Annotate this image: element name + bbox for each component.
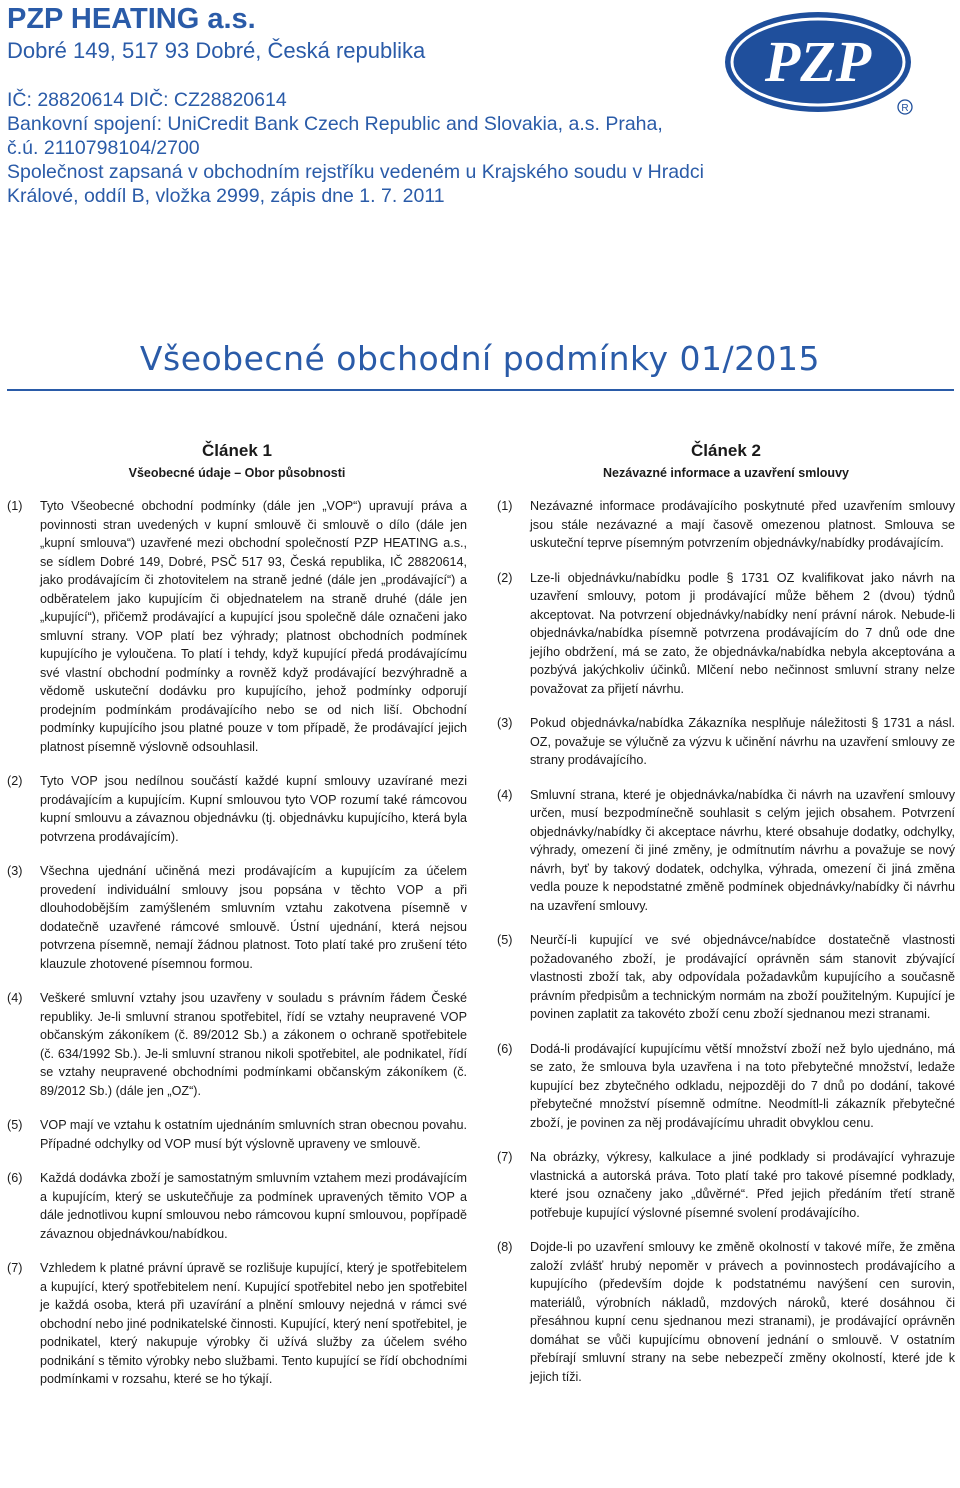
paragraph-number: (3) [497,716,513,730]
article-2-paragraph-6 [497,1040,955,1133]
article-1-subtitle: Všeobecné údaje – Obor působnosti [128,466,346,480]
article-2-paragraph-5 [497,931,955,1024]
paragraph-text: Nezávazné informace prodávajícího poskytnuté před uzavřením smlouvy jsou stále nezávazné a mají časově omezenou platnost. Smlouva se uskuteční teprve písemným potvrzením objednávky/nabídky prodávajícím. [530,499,955,550]
paragraph-number: (6) [7,1171,23,1185]
paragraph-number: (5) [497,933,513,947]
article-1-paragraph-6 [7,1169,467,1243]
paragraph-text: Tyto VOP jsou nedílnou součástí každé kupní smlouvy uzavírané mezi prodávajícím a kupujícím. Kupní smlouvou tyto VOP rozumí také rámcovou kupní smlouvu a závaznou objednávku (tj. objednávku kupujícího, která byla potvrzena prodávajícím). [40,774,467,844]
company-register-line: Společnost zapsaná v obchodním rejstříku vedeném u Krajského soudu v Hradci [7,161,704,183]
article-2-paragraph-3 [497,714,955,770]
company-account-line: č.ú. 2110798104/2700 [7,137,200,159]
paragraph-number: (7) [497,1150,513,1164]
company-name: PZP HEATING a.s. [7,3,256,35]
paragraph-number: (2) [497,570,513,585]
article-2-paragraph-1 [497,497,955,553]
article-1-title: Článek 1 [202,441,272,460]
paragraph-text: Smluvní strana, které je objednávka/nabídka či návrh na uzavření smlouvy určen, musí bezpodmínečně souhlasit s celým jejich obsahem. Potvrzení objednávky/nabídky či akceptace návrhu, které obsahuje dodatky, odchylky, výhrady, omezení či jiné změny, je odmítnutím návrhu a považuje se nový návrh, byť by takový dodatek, odchylka, výhrada, omezení či jiná změna vedla pouze k nepodstatné změně podmínek objednávky/nabídky či návrhu na uzavření smlouvy. [530,787,955,913]
company-register-line-2: Králové, oddíl B, vložka 2999, zápis dne 1. 7. 2011 [7,185,445,207]
paragraph-number: (1) [497,499,513,513]
article-2-paragraph-2 [497,569,955,699]
document-title: Všeobecné obchodní podmínky 01/2015 [139,339,821,378]
paragraph-text: Veškeré smluvní vztahy jsou uzavřeny v souladu s právním řádem České republiky. Je-li smluvní stranou spotřebitel, řídí se vztahy neupravené VOP občanským zákoníkem (č. 89/2012 Sb.) a zákonem o ochraně spotřebitele (č. 634/1992 Sb.). Je-li smluvní stranou nikoli spotřebitel, ale podnikatel, řídí se vztahy neupravené obchodními podmínkami občanským zákoníkem (č. 89/2012 Sb.) (dále jen „OZ“). [40,991,467,1098]
paragraph-text: Na obrázky, výkresy, kalkulace a jiné podklady si prodávající vyhrazuje vlastnická a autorská práva. Toto platí také pro takové písemné podklady, které jsou označeny jako „důvěrné“. Před jejich předáním třetí straně potřebuje kupující výslovné písemné svolení prodávajícího. [530,1150,955,1220]
paragraph-text: Tyto Všeobecné obchodní podmínky (dále jen „VOP“) upravují práva a povinnosti stran uvedených v kupní smlouvě či smlouvě o dílo (dále jen „kupní smlouva“) uzavřené mezi obchodní společností PZP HEATING a.s., se sídlem Dobré 149, Dobré, PSČ 517 93, Česká republika, IČ 28820614, jako prodávajícím či zhotovitelem na straně jedné (dále jen „prodávající“) a odběratelem jako kupujícím či objednatelem na straně druhé (dále jen „kupující“), přičemž prodávající a kupující jsou společně dále označeni jako smluvní strany. VOP platí bez výhrady; platnost obchodních podmínek kupujícího je vyloučena. To platí i tehdy, když kupující předá prodávajícímu své vlastní obchodní podmínky a rovněž když prodávající bezvýhradně a vědomě uskuteční dodávku pro kupujícího, jehož podmínky odporují prodejním podmínkám prodávajícího nebo se od nich liší. Obchodní podmínky kupujícího jsou platné pouze v tom případě, že prodávající jejich platnost písemně výslovně odsouhlasil. [40,499,467,754]
paragraph-number: (1) [7,499,23,513]
registered-mark: R [901,103,909,114]
paragraph-number: (2) [7,774,23,788]
article-2-header [497,440,955,481]
pzp-logo-icon [723,10,917,120]
paragraph-text: Dojde-li po uzavření smlouvy ke změně okolností v takové míře, že změna založí zvlášť hrubý nepoměr v právech a povinnostech prodávajícího a kupujícího (především dojde k podstatnému navýšení cen surovin, materiálů, výrobních nákladů, mzdových nároků, které dosáhnou či přesáhnou kupní cenu sjednanou mezi stranami), je prodávající oprávněn domáhat se vůči kupujícímu obnovení jednání o smlouvě. V ostatním přebírají smluvní strany na sebe nebezpečí změny okolností, které jde k jejich tíži. [530,1240,955,1384]
paragraph-number: (4) [497,787,513,802]
article-1-paragraph-7 [7,1259,467,1389]
article-1-paragraph-4 [7,989,467,1100]
paragraph-number: (3) [7,864,23,878]
paragraph-number: (6) [497,1041,513,1056]
company-bank-line: Bankovní spojení: UniCredit Bank Czech Republic and Slovakia, a.s. Praha, [7,113,663,135]
paragraph-text: Všechna ujednání učiněná mezi prodávajícím a kupujícím za účelem provedení individuální smlouvy jsou popsána v těchto VOP a při dlouhodobějším zamýšleném smluvním vztahu zakotvena písemně v dodatečně uzavřené rámcové smlouvě. Ústní ujednání, která nejsou potvrzena písemně, nemají žádnou platnost. Toto platí také pro zrušení této klauzule zhotovené písemnou formou. [40,864,467,971]
paragraph-number: (5) [7,1118,23,1132]
paragraph-number: (8) [497,1240,513,1254]
article-2-paragraph-4 [497,786,955,916]
article-2-title: Článek 2 [691,441,761,460]
company-header [7,4,707,208]
article-2-paragraph-8 [497,1238,955,1386]
article-1-paragraph-2 [7,772,467,846]
paragraph-text: Pokud objednávka/nabídka Zákazníka nesplňuje náležitosti § 1731 a násl. OZ, považuje se výlučně za výzvu k učinění návrhu na uzavření smlouvy ze strany prodávajícího. [530,716,955,767]
company-address: Dobré 149, 517 93 Dobré, Česká republika [7,38,426,63]
article-2-subtitle: Nezávazné informace a uzavření smlouvy [603,466,849,480]
paragraph-text: Lze-li objednávku/nabídku podle § 1731 OZ kvalifikovat jako návrh na uzavření smlouvy, potom ji prodávající může během 2 (dvou) týdnů akceptovat. Na potvrzení objednávky/nabídky není právní nárok. Nebude-li objednávka/nabídka písemně potvrzena prodávajícím do 7 dnů ode dne jejího obdržení, má se zato, že objednávka/nabídka nebyla akceptována a pozbývá jakýchkoliv účinků. Mlčení nebo nečinnost smluvní strany nelze považovat za přijetí návrhu. [530,570,955,696]
article-1-paragraph-1 [7,497,467,756]
article-1-paragraph-3 [7,862,467,973]
logo-text: PZP [764,29,872,94]
title-divider [7,389,954,391]
article-2-paragraph-7 [497,1148,955,1222]
company-id-line: IČ: 28820614 DIČ: CZ28820614 [7,89,287,111]
paragraph-text: VOP mají ve vztahu k ostatním ujednáním smluvních stran obecnou povahu. Případné odchylky od VOP musí být výslovně upraveny ve smlouvě. [40,1118,467,1151]
article-2 [497,440,955,1402]
paragraph-text: Neurčí-li kupující ve své objednávce/nabídce dostatečně vlastnosti požadovaného zboží, je prodávající oprávněn sám stanovit zbývající vlastnosti zboží tak, aby odpovídala požadavkům kupujícího a současně právním předpisům a technickým normám na zboží použitelným. Kupující je povinen zaplatit za takovéto zboží cenu zboží sjednanou mezi stranami. [530,933,955,1021]
article-1 [7,440,467,1405]
pzp-logo [723,10,917,120]
company-details [7,88,707,208]
paragraph-text: Dodá-li prodávající kupujícímu větší množství zboží než bylo ujednáno, má se zato, že smlouva byla uzavřena i na toto přebytečné množství, ledaže kupující bez zbytečného odkladu, nejpozději do 7 dnů po dodání, takové přebytečné množství písemně odmítne. Neodmítl-li zákazník přebytečné zboží, je povinen za něj prodávajícímu uhradit obvyklou cenu. [530,1041,955,1130]
paragraph-text: Vzhledem k platné právní úpravě se rozlišuje kupující, který je spotřebitelem a kupující, který spotřebitelem není. Kupující spotřebitel nebo jen spotřebitel je každá osoba, která při uzavírání a plnění smlouvy nejedná v rámci své obchodní nebo jiné podnikatelské činnosti. Kupující, který není spotřebitel, je podnikatel, který nakupuje výrobky či užívá služby za účelem svého podnikání s těmito výrobky nebo službami. Tento kupující se řídí obchodními podmínkami v rozsahu, které se ho týkají. [40,1261,467,1386]
paragraph-number: (4) [7,991,23,1005]
paragraph-text: Každá dodávka zboží je samostatným smluvním vztahem mezi prodávajícím a kupujícím, který se uskutečňuje za podmínek upravených těmito VOP a dále jednotlivou kupní smlouvou nebo rámcovou kupní smlouvou, popřípadě závaznou objednávkou/nabídkou. [40,1171,467,1241]
article-1-paragraph-5 [7,1116,467,1153]
paragraph-number: (7) [7,1261,23,1275]
article-1-header [7,440,467,481]
